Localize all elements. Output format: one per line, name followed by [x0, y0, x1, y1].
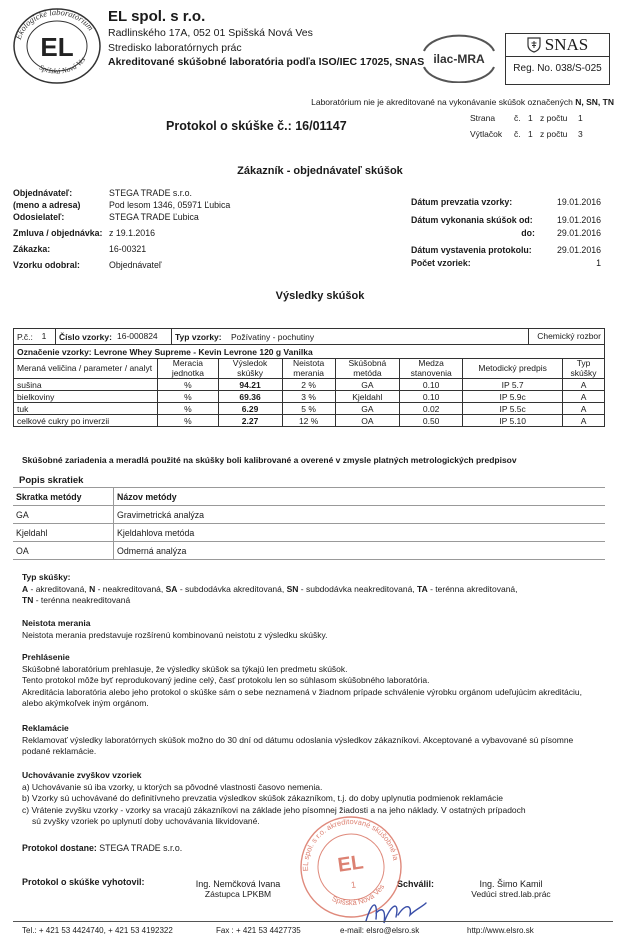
company-address: Radlinského 17A, 052 01 Spišská Nová Ves: [108, 27, 313, 39]
footer-fax: Fax : + 421 53 4427735: [216, 926, 301, 935]
customer-field: Vzorku odobral: Objednávateľ: [13, 260, 162, 271]
logo-bottom-text: Spišská Nová Ves: [37, 55, 88, 76]
table-row: bielkoviny % 69.36 3 % Kjeldahl 0.10 IP 5.9c A: [14, 391, 605, 403]
results-heading: Výsledky skúšok: [275, 290, 365, 302]
stamp-letters: EL: [336, 851, 365, 877]
copy-counter: Výtlačok č. 1 z počtu 3: [470, 129, 583, 139]
customer-heading: Zákazník - objednávateľ skúšok: [237, 165, 403, 177]
ilac-label: ilac-MRA: [433, 52, 485, 66]
test-types-section: Typ skúšky: A - akreditovaná, N - neakreditovaná, SA - subdodávka akreditovaná, SN - subdodávka neakreditovaná, TA - terénna akreditovaná, TN - terénna neakreditovaná: [22, 572, 518, 605]
table-row: GA Gravimetrická analýza: [13, 506, 605, 524]
results-table: [13, 328, 605, 427]
shield-icon: [527, 37, 541, 53]
approver-name: Ing. Šimo Kamil: [479, 879, 543, 889]
issuer-role: Zástupca LPKBM: [204, 889, 272, 899]
protocol-title: Protokol o skúške č.: 16/01147: [166, 119, 347, 133]
company-name: EL spol. s r.o.: [108, 8, 206, 25]
table-row: tuk % 6.29 5 % GA 0.02 IP 5.5c A: [14, 403, 605, 415]
sample-storage-section: Uchovávanie zvyškov vzoriek a) Uchovávanie sú iba vzorky, u ktorých sa pôvodné vlastnosti časovo nemenia. b) Vzorky sú uchovávané do definitívneho prevzatia výsledkov skúšok zákazníkom, t.j. do doby uplynutia podmienok reklamácie c) Vrátenie zvyšku vzorky - vzorky sa vracajú zákazníkovi na základe jeho písomnej žiadosti a na jeho náklady. V ostatných prípadoch sú zvyšky vzoriek po uplynutí doby uchovávania likvidované.: [22, 770, 526, 826]
sample-designation-row: Označenie vzorky: Levrone Whey Supreme - Kevin Levrone 120 g Vanilka: [14, 345, 605, 359]
stamp-ring-text: EL spol. s r.o. akreditované skúšobné laboratórium: [300, 816, 401, 872]
snas-box: [505, 33, 610, 85]
abbreviations-heading: Popis skratiek: [19, 475, 84, 486]
approver-signature: [360, 893, 430, 929]
logo-letters: EL: [40, 32, 74, 62]
footer-tel: Tel.: + 421 53 4424740, + 421 53 4192322: [22, 926, 173, 935]
sample-info-row: P.č.: 1 Číslo vzorky: 16-000824 Typ vzorky: Požívatiny - pochutiny Chemický rozbor: [14, 329, 605, 345]
stamp-bottom-text: Spišská Nová Ves: [330, 882, 387, 908]
customer-field: Zákazka: 16-00321: [13, 243, 147, 254]
issuer-label: Protokol o skúške vyhotovil:: [22, 877, 145, 887]
issuer-block: [188, 879, 288, 899]
footer-web[interactable]: http://www.elsro.sk: [467, 926, 534, 935]
lab-logo: [12, 6, 102, 86]
company-accreditation: Akreditované skúšobné laboratória podľa ISO/IEC 17025, SNAS: [108, 56, 425, 68]
accreditation-note: Laboratórium nie je akreditované na vykonávanie skúšok označených N, SN, TN: [311, 97, 614, 107]
footer-email[interactable]: e-mail: elsro@elsro.sk: [340, 926, 420, 935]
customer-dates: Dátum prevzatia vzorky: 19.01.2016 Dátum vykonania skúšok od: 19.01.2016 do: 29.01.2016 Dátum vystavenia protokolu: 29.01.2016 Počet vzoriek: 1: [411, 197, 601, 269]
issuer-name: Ing. Nemčková Ivana: [195, 879, 281, 889]
page-counter: Strana č. 1 z počtu 1: [470, 113, 583, 123]
protocol-recipient: Protokol dostane: STEGA TRADE s.r.o.: [22, 843, 183, 853]
customer-field: Odosielateľ: STEGA TRADE Ľubica: [13, 212, 199, 223]
ilac-mra-logo: [418, 33, 500, 83]
approver-block: [456, 879, 566, 899]
customer-field: Objednávateľ: STEGA TRADE s.r.o.: [13, 188, 192, 198]
table-row: sušina % 94.21 2 % GA 0.10 IP 5.7 A: [14, 379, 605, 391]
stamp-number: 1: [350, 879, 357, 891]
abbreviations-table: [13, 487, 605, 560]
company-center: Stredisko laboratórnych prác: [108, 42, 242, 54]
table-header: Skratka metódy Názov metódy: [13, 488, 605, 506]
approver-label: Schválil:: [397, 879, 435, 889]
snas-label: SNAS: [544, 35, 589, 54]
table-row: Kjeldahl Kjeldahlova metóda: [13, 524, 605, 542]
uncertainty-section: Neistota merania Neistota merania predstavuje rozšírenú kombinovanú neistotu z výsledku skúšky.: [22, 618, 328, 640]
approver-role: Vedúci stred.lab.prác: [471, 889, 551, 899]
table-row: celkové cukry po inverzii % 2.27 12 % OA 0.50 IP 5.10 A: [14, 415, 605, 427]
customer-fields: [13, 187, 230, 271]
snas-reg-number: Reg. No. 038/S-025: [513, 63, 602, 74]
calibration-note: Skúšobné zariadenia a meradlá použité na skúšky boli kalibrované a overené v zmysle platných metrologických predpisov: [22, 455, 517, 465]
customer-field: Zmluva / objednávka: z 19.1.2016: [13, 227, 155, 238]
table-header: Meraná veličina / parameter / analyt Meracia jednotka Výsledok skúšky Neistota merania Skúšobná metóda Medza stanovenia Metodický predpis Typ skúšky: [14, 359, 605, 379]
declaration-section: Prehlásenie Skúšobné laboratórium prehlasuje, že výsledky skúšok sa týkajú len predmetu skúšok. Tento protokol môže byť reprodukovaný jedine celý, časť protokolu len so súhlasom skúšobného laboratória. Akreditácia laboratória alebo jeho protokol o skúške sám o sebe neznamená v žiadnom prípade schválenie výrobku orgánom udeľujúcim akreditáciu, alebo akýmkoľvek iným orgánom.: [22, 652, 583, 708]
customer-field: (meno a adresa) Pod lesom 1346, 05971 Ľubica: [13, 200, 231, 211]
logo-top-text: Ekologické laboratórium: [12, 6, 96, 41]
table-row: OA Odmerná analýza: [13, 542, 605, 560]
complaints-section: Reklamácie Reklamovať výsledky laboratórnych skúšok možno do 30 dní od dátumu odoslania výsledkov zákazníkovi. Akceptované a vybavované sú písomne podané reklamácie.: [22, 723, 574, 756]
